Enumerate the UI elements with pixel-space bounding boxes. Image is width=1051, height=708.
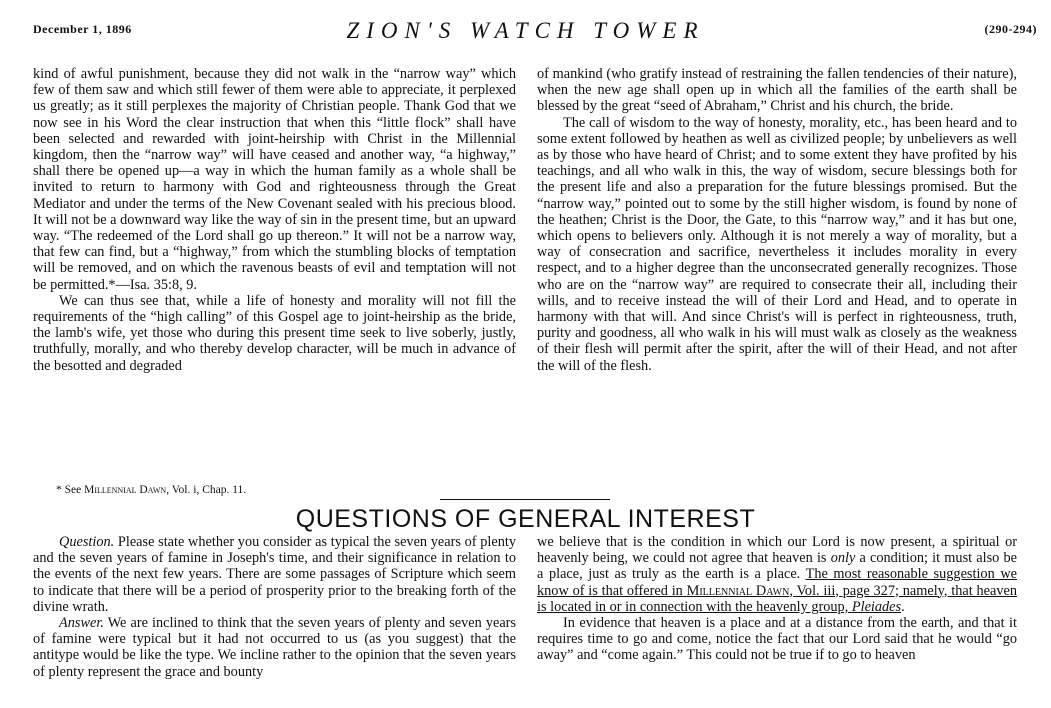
question-text: Please state whether you consider as typical the seven years of plenty and the seven years of famine in Joseph's time, and their significance in relation to the events of the next few years. There are some passages of Scripture which seem to indicate that there will be a period of prosperity prior to the breaking forth of the divine wrath.: [33, 534, 516, 615]
text-run: .: [901, 598, 905, 615]
publication-title: ZION'S WATCH TOWER: [346, 18, 705, 43]
article-column-top-right: [537, 66, 1017, 374]
question-label: Question.: [59, 534, 115, 550]
paragraph: kind of awful punishment, because they did not walk in the “narrow way” which few of them saw and which still fewer of them were able to appreciate, it perplexed us greatly; as it still perplexes the majority of Christian people. Thank God that we now see in his Word the clear instruction that when this “little flock” shall have been selected and rewarded with joint-heirship with Christ in the Millennial kingdom, then the “narrow way” will have ceased and another way, “a highway,” shall there be opened up—a way in which the human family as a whole shall be invited to return to harmony with God and righteousness through the Great Mediator and under the terms of the New Covenant sealed with his precious blood. It will not be a downward way like the way of sin in the present time, but an upward way. “The redeemed of the Lord shall go up thereon.” It will not be a narrow way, that few can find, but a “highway,” from which the stumbling blocks of temptation will be removed, and on which the ravenous beasts of evil and temptation will not be permitted.*—Isa. 35:8, 9.: [33, 66, 516, 293]
paragraph: [537, 534, 1017, 615]
question-paragraph: [33, 534, 516, 615]
article-column-bottom-left: [33, 534, 516, 680]
paragraph: The call of wisdom to the way of honesty, morality, etc., has been heard and to some extent followed by heathen as well as civilized people; by unbelievers as well as by those who have heard of Christ; and to some extent they have profited by his teachings, and all who walk in this, the way of wisdom, secure blessings both for the present life and also a preparation for the future blessings promised. But the “narrow way,” pointed out to some by the still higher wisdom, is found by none of the heathen; Christ is the Door, the Gate, to this “narrow way,” and it has but one, which opens to believers only. Although it is not merely a way of morality, but a way of consecration and sacrifice, nevertheless it includes morality in every respect, and to a higher degree than the unconsecrated generally recognizes. Those who are on the “narrow way” are required to consecrate their all, including their wills, and to receive instead the will of their Lord and Head, and to operate in harmony with that will. And since Christ's will is perfect in righteousness, truth, purity and goodness, all who walk in his will must walk as closely as the weakness of their flesh will permit after the spirit, after the will of their Head, and not after the will of the flesh.: [537, 114, 1017, 374]
text-run: a condition; it must also be a place, just as truly as the earth is a place.: [537, 550, 1017, 583]
header-date: December 1, 1896: [33, 22, 132, 36]
paragraph: We can thus see that, while a life of honesty and morality will not fill the requirements of the “high calling” of this Gospel age to joint-heirship as the bride, the lamb's wife, yet those who during this present time seek to live soberly, justly, truthfully, morally, and who thereby develop character, will be much in advance of the besotted and degraded: [33, 292, 516, 374]
footnote: [56, 484, 246, 496]
answer-label: Answer.: [59, 615, 104, 632]
answer-text: We are inclined to think that the seven years of plenty and seven years of famine were typical but it had not occurred to us (as you suggest) that the antitype would be like the type. We incline rather to the opinion that the seven years of plenty represent the grace and bounty: [33, 615, 516, 680]
paragraph: In evidence that heaven is a place and at a distance from the earth, and that it requires time to go and come, notice the fact that our Lord said that he would “go away” and “come again.” This could not be true if to go to heaven: [537, 615, 1017, 664]
emphasis: only: [830, 550, 856, 567]
header-page-range: (290-294): [984, 22, 1037, 36]
footnote-suffix: , Vol. i, Chap. 11.: [166, 484, 247, 496]
emphasis: Pleiades: [851, 598, 902, 615]
work-title: Millennial Dawn: [686, 582, 790, 599]
section-title: QUESTIONS OF GENERAL INTEREST: [295, 505, 756, 533]
answer-paragraph: [33, 615, 516, 680]
text-run: The most reasonable suggestion we know of is that offered in: [537, 566, 1017, 599]
text-run: , Vol. iii, page 327; namely, that heaven is located in or in connection with the heavenly group,: [537, 582, 1018, 615]
footnote-work: Millennial Dawn: [84, 484, 167, 496]
text-run: we believe that is the condition in which our Lord is now present, a spiritual or heavenly being, we could not agree that heaven is: [537, 534, 1017, 567]
article-column-top-left: [33, 66, 516, 374]
paragraph: of mankind (who gratify instead of restraining the fallen tendencies of their nature), when the new age shall open up in which all the families of the earth shall be blessed by the great “seed of Abraham,” Christ and his church, the bride.: [537, 66, 1017, 115]
footnote-prefix: * See: [56, 484, 85, 496]
article-column-bottom-right: [537, 534, 1017, 664]
section-divider: [440, 499, 610, 500]
